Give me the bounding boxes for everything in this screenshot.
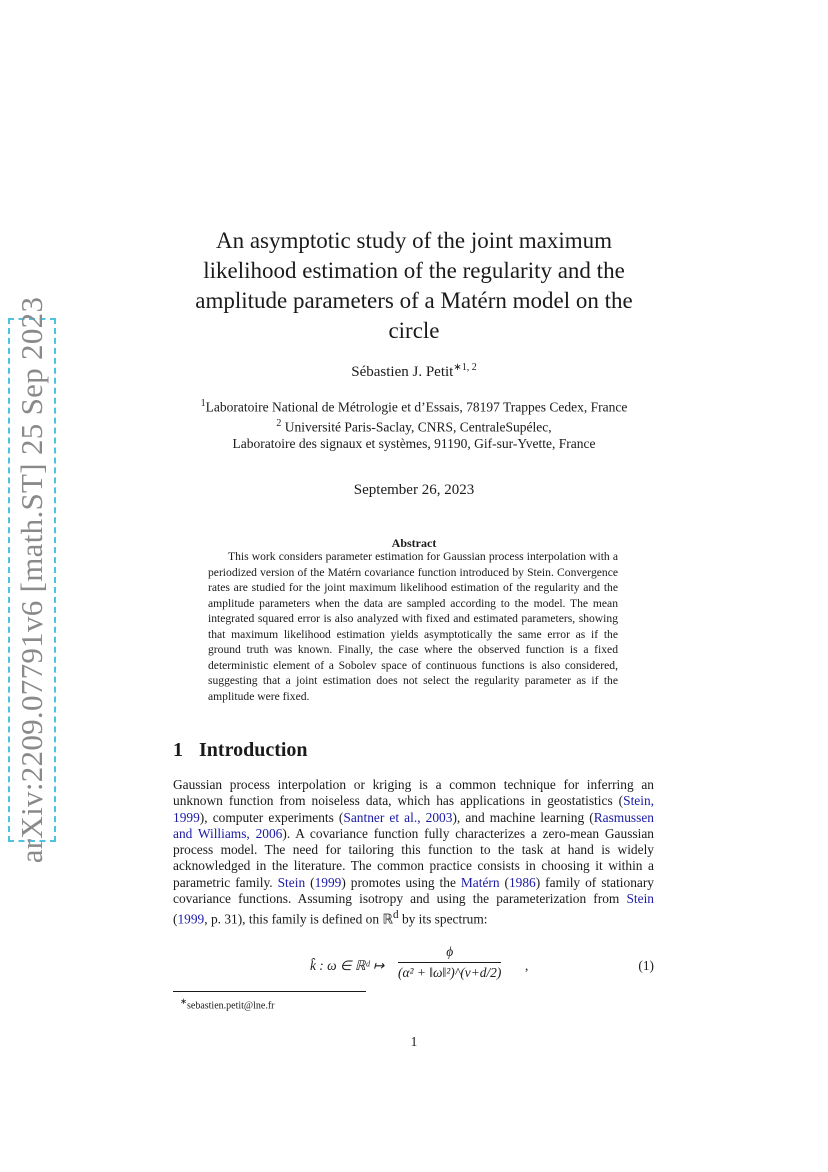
- citation-link[interactable]: Stein: [626, 891, 654, 907]
- title-line: likelihood estimation of the regularity and the: [203, 258, 625, 283]
- equation-denominator: (α² + ‖ω‖²)^(ν+d/2): [398, 962, 501, 981]
- equation-numerator: ϕ: [446, 944, 454, 959]
- affiliation-3: Laboratoire des signaux et systèmes, 91190, Gif-sur-Yvette, France: [232, 436, 596, 451]
- title-line: circle: [388, 318, 440, 343]
- footnote-email[interactable]: sebastien.petit@lne.fr: [186, 1000, 275, 1012]
- author-marks: ∗1, 2: [453, 362, 477, 373]
- abstract-text: This work considers parameter estimation for Gaussian process interpolation with a periodized version of the Matérn covariance function introduced by Stein. Convergence rates are studied for the joint maximum likelihood estimation of the regularity and the amplitude parameters when the data are sampled according to the model. The mean integrated squared error is also analyzed with fixed and estimated parameters, showing that maximum likelihood estimation yields asymptotically the same error as if the ground truth was known. Finally, the case where the observed function is a fixed deterministic element of a Sobolev space of continuous functions is also considered, suggesting that a joint estimation does not select the regularity parameter as if the amplitude were fixed.: [208, 550, 618, 703]
- page-number: 1: [410, 1034, 418, 1049]
- footnote-rule: [173, 991, 366, 992]
- section-number: 1: [173, 739, 183, 761]
- citation-link[interactable]: Rasmussen and Williams, 2006: [173, 809, 654, 841]
- equation-trail: ,: [525, 958, 529, 973]
- citation-link[interactable]: 1986: [508, 874, 536, 890]
- arxiv-stamp: [8, 296, 56, 864]
- section-title: Introduction: [199, 739, 308, 761]
- author-line: [140, 362, 688, 381]
- intro-paragraph: Gaussian process interpolation or kriging is a common technique for inferring an unknown function from noiseless data, which has applications in geostatistics (Stein, 1999), computer experiments (Santner et al., 2003), and machine learning (Rasmussen and Williams, 2006). A covariance function fully characterizes a zero-mean Gaussian process model. The need for tailoring this function to the task at hand is widely acknowledged in the literature. The common practice consists in choosing it within a parametric family. Stein (1999) promotes using the Matérn (1986) family of stationary covariance functions. Assuming isotropy and using the parameterization from Stein (1999, p. 31), this family is defined on ℝ$^d$ by its spectrum:: [173, 777, 655, 927]
- affiliation-2: $^2$ Université Paris-Saclay, CNRS, CentraleSupélec,: [276, 418, 552, 435]
- citation-link[interactable]: 1999: [314, 874, 342, 890]
- paper-date: September 26, 2023: [353, 482, 475, 498]
- title-line: An asymptotic study of the joint maximum: [215, 228, 613, 253]
- section-heading: [173, 739, 308, 762]
- author-name: Sébastien J. Petit: [351, 364, 454, 380]
- citation-link[interactable]: Stein, 1999: [173, 793, 654, 825]
- citation-link[interactable]: Stein: [277, 874, 306, 890]
- citation-link[interactable]: Matérn: [460, 874, 500, 890]
- title-line: amplitude parameters of a Matérn model on the: [195, 288, 633, 313]
- equation-fraction: [398, 944, 501, 981]
- affiliation-1: $^1$Laboratoire National de Métrologie et d’Essais, 78197 Trappes Cedex, France: [200, 398, 628, 415]
- affiliations: [140, 396, 688, 453]
- footnote-mark: ∗: [180, 997, 187, 1006]
- equation-number: (1): [638, 958, 654, 973]
- abstract-heading: Abstract: [391, 536, 437, 550]
- arxiv-identifier: arXiv:2209.07791v6 [math.ST] 25 Sep 2023: [14, 296, 49, 864]
- paper-title: [140, 226, 688, 346]
- footnote: [180, 996, 275, 1011]
- citation-link[interactable]: Santner et al., 2003: [343, 809, 453, 825]
- equation-1: [173, 944, 654, 988]
- citation-link[interactable]: 1999: [177, 911, 205, 927]
- equation-lhs: k̂ : ω ∈ ℝᵈ ↦: [310, 958, 385, 973]
